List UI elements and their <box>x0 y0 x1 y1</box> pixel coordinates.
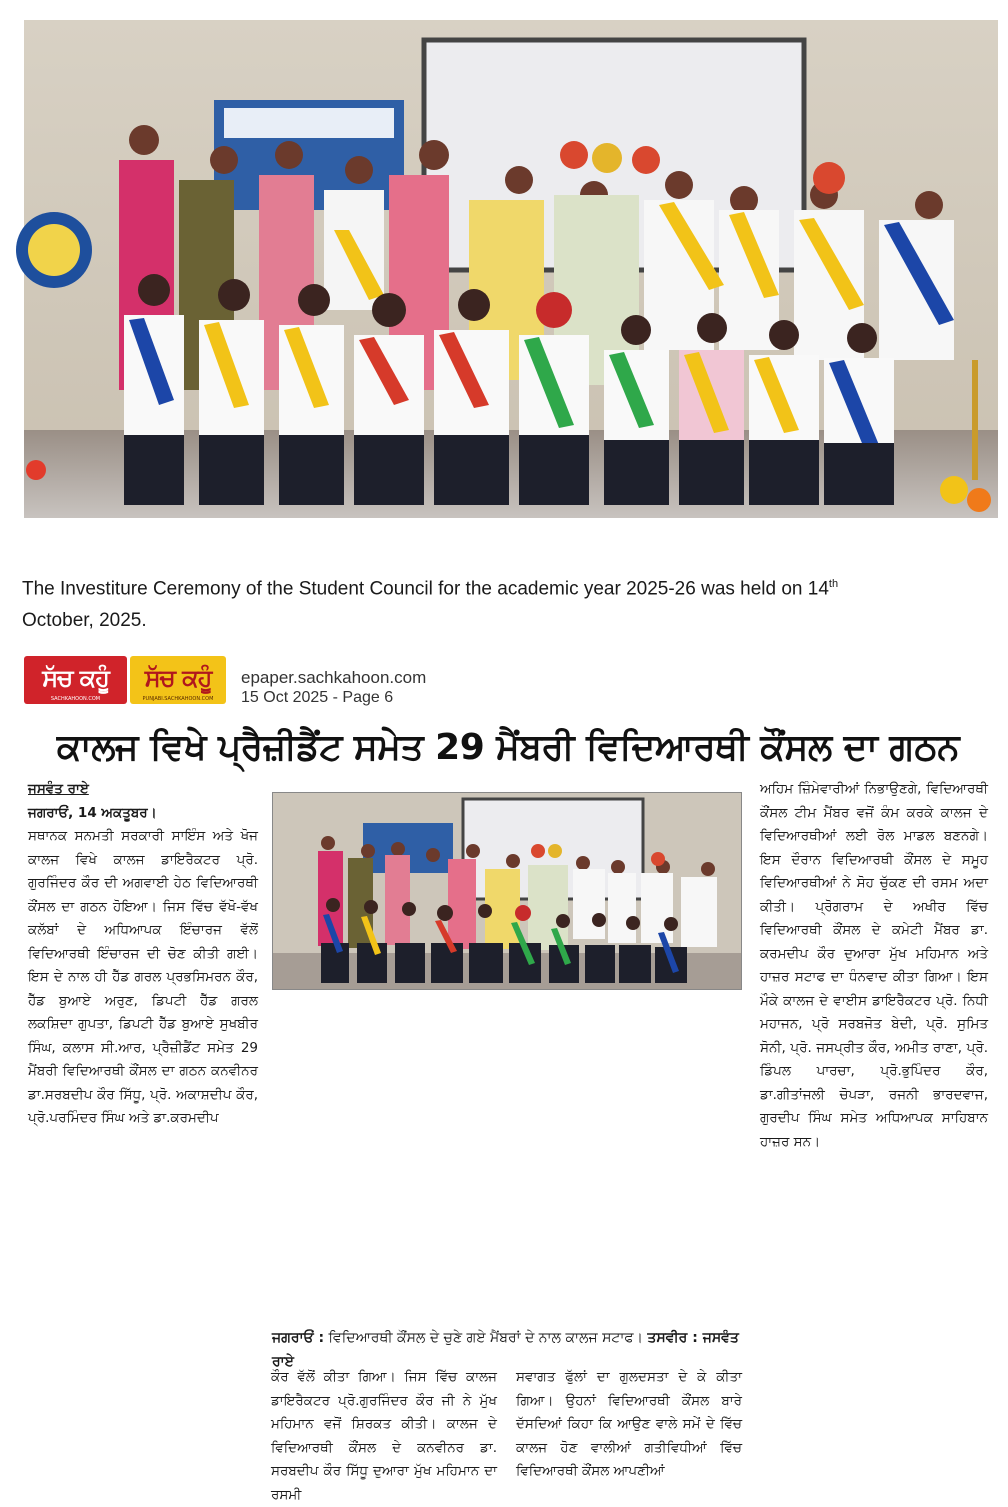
logo-left-site: SACHKAHOON.COM <box>50 696 101 702</box>
article-paragraph: ਸਥਾਨਕ ਸਨਮਤੀ ਸਰਕਾਰੀ ਸਾਇੰਸ ਅਤੇ ਖੋਜ ਕਾਲਜ ਵਿਖੇ ਕਾਲਜ ਡਾਇਰੈਕਟਰ ਪ੍ਰੋ. ਗੁਰਜਿੰਦਰ ਕੌਰ ਦੀ ਅਗਵਾਈ ਹੇਠ ਵਿਦਿਆਰਥੀ ਕੌਂਸਲ ਦਾ ਗਠਨ ਹੋਇਆ। ਜਿਸ ਵਿੱਚ ਵੱਖੋ-ਵੱਖ ਕਲੱਬਾਂ ਦੇ ਅਧਿਆਪਕ ਇੰਚਾਰਜ ਵੱਲੋਂ ਵਿਦਿਆਰਥੀ ਇੰਚਾਰਜ ਦੀ ਚੋਣ ਕੀਤੀ ਗਈ। ਇਸ ਦੇ ਨਾਲ ਹੀ ਹੈੱਡ ਗਰਲ ਪ੍ਰਭਸਿਮਰਨ ਕੌਰ, ਹੈੱਡ ਬੁਆਏ ਅਰੁਣ, ਡਿਪਟੀ ਹੈੱਡ ਗਰਲ ਲਕਸ਼ਿਦਾ ਗੁਪਤਾ, ਡਿਪਟੀ ਹੈੱਡ ਬੁਆਏ ਸੁਖਬੀਰ ਸਿੰਘ, ਕਲਾਸ ਸੀ.ਆਰ, ਪ੍ਰੈਜ਼ੀਡੈਂਟ ਸਮੇਤ 29 ਮੈਂਬਰੀ ਵਿਦਿਆਰਥੀ ਕੌਂਸਲ ਦਾ ਗਠਨ ਕਨਵੀਨਰ ਡਾ.ਸਰਬਦੀਪ ਕੌਰ ਸਿੱਧੂ, ਪ੍ਰੋ. ਅਕਾਸ਼ਦੀਪ ਕੌਰ, ਪ੍ਰੋ.ਪਰਮਿੰਦਰ ਸਿੰਘ ਅਤੇ ਡਾ.ਕਰਮਦੀਪ <box>28 828 258 1126</box>
logo-left-text: ਸੱਚ ਕਹੂੰ <box>42 664 109 692</box>
logo-right-site: PUNJABI.SACHKAHOON.COM <box>142 696 214 702</box>
logo-left <box>24 656 127 704</box>
source-info <box>241 668 426 708</box>
newspaper-clipping <box>24 654 992 1503</box>
photo-caption-text: ਵਿਦਿਆਰਥੀ ਕੌਂਸਲ ਦੇ ਚੁਣੇ ਗਏ ਮੈਂਬਰਾਂ ਦੇ ਨਾਲ ਕਾਲਜ ਸਟਾਫ। <box>324 1330 648 1346</box>
article-paragraph: ਅਹਿਮ ਜ਼ਿੰਮੇਵਾਰੀਆਂ ਨਿਭਾਉਣਗੇ, ਵਿਦਿਆਰਥੀ ਕੌਂਸਲ ਟੀਮ ਮੈਂਬਰ ਵਜੋਂ ਕੰਮ ਕਰਕੇ ਕਾਲਜ ਦੇ ਵਿਦਿਆਰਥੀਆਂ ਲਈ ਰੋਲ ਮਾਡਲ ਬਣਨਗੇ। ਇਸ ਦੌਰਾਨ ਵਿਦਿਆਰਥੀ ਕੌਂਸਲ ਦੇ ਸਮੂਹ ਵਿਦਿਆਰਥੀਆਂ ਨੇ ਸੋਹ ਚੁੱਕਣ ਦੀ ਰਸਮ ਅਦਾ ਕੀਤੀ। ਪ੍ਰੋਗਰਾਮ ਦੇ ਅਖੀਰ ਵਿੱਚ ਵਿਦਿਆਰਥੀ ਕੌਂਸਲ ਦੇ ਕਮੇਟੀ ਮੈਂਬਰ ਡਾ. ਕਰਮਦੀਪ ਕੌਰ ਦੁਆਰਾ ਮੁੱਖ ਮਹਿਮਾਨ ਅਤੇ ਹਾਜ਼ਰ ਸਟਾਫ ਦਾ ਧੰਨਵਾਦ ਕੀਤਾ ਗਿਆ। ਇਸ ਮੌਕੇ ਕਾਲਜ ਦੇ ਵਾਈਸ ਡਾਇਰੈਕਟਰ ਪ੍ਰੋ. ਨਿਧੀ ਮਹਾਜਨ, ਪ੍ਰੋ ਸਰਬਜੋਤ ਬੇਦੀ, ਪ੍ਰੋ. ਸੁਮਿਤ ਸੋਨੀ, ਪ੍ਰੋ. ਜਸਪ੍ਰੀਤ ਕੌਰ, ਅਮੀਤ ਰਾਣਾ, ਪ੍ਰੋ. ਡਿੰਪਲ ਪਾਰਚਾ, ਪ੍ਰੋ.ਭੁਪਿੰਦਰ ਕੌਰ, ਡਾ.ਗੀਤਾਂਜਲੀ ਚੋਪੜਾ, ਰਜਨੀ ਭਾਰਦਵਾਜ, ਗੁਰਦੀਪ ਸਿੰਘ ਸਮੇਤ ਅਧਿਆਪਕ ਸਾਹਿਬਾਨ ਹਾਜ਼ਰ ਸਨ। <box>760 781 988 1150</box>
article-paragraph: ਸਵਾਗਤ ਫੁੱਲਾਂ ਦਾ ਗੁਲਦਸਤਾ ਦੇ ਕੇ ਕੀਤਾ ਗਿਆ। ਉਹਨਾਂ ਵਿਦਿਆਰਥੀ ਕੌਂਸਲ ਬਾਰੇ ਦੱਸਦਿਆਂ ਕਿਹਾ ਕਿ ਆਉਣ ਵਾਲੇ ਸਮੇਂ ਦੇ ਵਿੱਚ ਕਾਲਜ ਹੋਣ ਵਾਲੀਆਂ ਗਤੀਵਿਧੀਆਂ ਵਿੱਚ ਵਿਦਿਆਰਥੀ ਕੌਂਸਲ ਆਪਣੀਆਂ <box>516 1369 742 1479</box>
group-photo <box>24 20 998 518</box>
source-url: epaper.sachkahoon.com <box>241 668 427 687</box>
article-column-4 <box>760 778 988 1154</box>
headline: ਕਾਲਜ ਵਿਖੇ ਪ੍ਰੈਜ਼ੀਡੈਂਟ ਸਮੇਤ 29 ਮੈਂਬਰੀ ਵਿਦਿਆਰਥੀ ਕੌਂਸਲ ਦਾ ਗਠਨ <box>56 727 960 768</box>
article-paragraph: ਕੌਰ ਵੱਲੋਂ ਕੀਤਾ ਗਿਆ। ਜਿਸ ਵਿੱਚ ਕਾਲਜ ਡਾਇਰੈਕਟਰ ਪ੍ਰੋ.ਗੁਰਜਿੰਦਰ ਕੌਰ ਜੀ ਨੇ ਮੁੱਖ ਮਹਿਮਾਨ ਵਜੋਂ ਸ਼ਿਰਕਤ ਕੀਤੀ। ਕਾਲਜ ਦੇ ਵਿਦਿਆਰਥੀ ਕੌਂਸਲ ਦੇ ਕਨਵੀਨਰ ਡਾ. ਸਰਬਦੀਪ ਕੌਰ ਸਿੱਧੂ ਦੁਆਰਾ ਮੁੱਖ ਮਹਿਮਾਨ ਦਾ ਰਸਮੀ <box>271 1369 497 1503</box>
article-photo <box>272 792 742 990</box>
article-column-1 <box>28 778 258 1131</box>
caption-text-continued: October, 2025. <box>22 610 147 632</box>
caption-superscript: th <box>828 578 839 590</box>
newspaper-logo <box>24 656 226 716</box>
photo-caption-place: ਜਗਰਾਓਂ : <box>272 1330 325 1346</box>
article-column-3 <box>516 1366 742 1484</box>
source-date: 15 Oct 2025 - Page 6 <box>241 689 394 706</box>
dateline: ਜਗਰਾਓਂ, 14 ਅਕਤੂਬਰ। <box>28 804 157 821</box>
article-photo-illustration <box>273 793 741 989</box>
photo-caption <box>22 568 992 637</box>
byline: ਜਸਵੰਤ ਰਾਏ <box>28 781 89 797</box>
logo-right <box>130 656 226 704</box>
caption-text: The Investiture Ceremony of the Student Council for the academic year 2025-26 was held on 14 <box>22 578 829 600</box>
article-column-2 <box>271 1366 497 1507</box>
logo-right-text: ਸੱਚ ਕਹੂੰ <box>144 664 212 692</box>
group-photo-illustration <box>24 20 998 518</box>
photo-caption-credit: ਤਸਵੀਰ : ਜਸਵੰਤ ਰਾਏ <box>272 1330 739 1370</box>
